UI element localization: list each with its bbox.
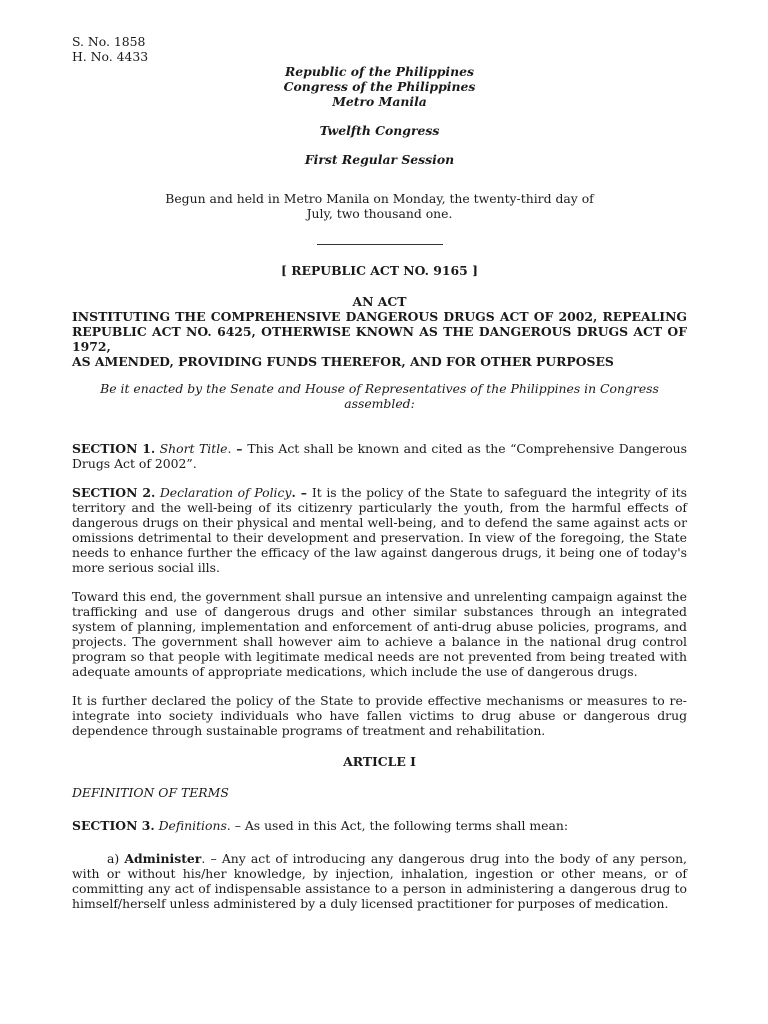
definition-term-administer: Administer [124, 851, 202, 866]
section-1-subtitle: Short Title. [159, 441, 232, 456]
divider [72, 243, 687, 245]
section-2-label: SECTION 2. [72, 485, 156, 500]
article-subheading: DEFINITION OF TERMS [72, 785, 229, 800]
section-2 [72, 485, 687, 575]
definition-item-a-text: . – Any act of introducing any dangerous drug into the body of any person, with or without his/her knowledge, by injection, inhalation, ingestion or other means, or of committing any act of indispensable assistance to a person in administering a dangerous drug to himself/herself unless administered by a duly licensed practitioner for purposes of medication. [72, 851, 687, 911]
act-heading: AN ACT [352, 294, 407, 309]
congress-heading: Congress of the Philippines [283, 79, 476, 94]
begun-line-2: July, two thousand one. [306, 206, 453, 221]
section-2-dash: . – [291, 485, 312, 500]
act-title-line-2: REPUBLIC ACT NO. 6425, OTHERWISE KNOWN AS THE DANGEROUS DRUGS ACT OF 1972, [72, 324, 687, 354]
section-3-text: – As used in this Act, the following terms shall mean: [230, 818, 569, 833]
section-2-subtitle: Declaration of Policy [159, 485, 292, 500]
definition-item-a-prefix: a) [107, 851, 125, 866]
section-2-paragraph-3: It is further declared the policy of the State to provide effective mechanisms or measures to re-integrate into society individuals who have fallen victims to drug abuse or dangerous drug dependence through sustainable programs of treatment and rehabilitation. [72, 693, 687, 738]
city-heading: Metro Manila [332, 94, 427, 109]
section-2-text: It is the policy of the State to safeguard the integrity of its territory and the well-being of its citizenry particularly the youth, from the harmful effects of dangerous drugs on their physical and mental well-being, and to defend the same against acts or omissions detrimental to their development and preservation. In view of the foregoing, the State needs to enhance further the efficacy of the law against dangerous drugs, it being one of today's more serious social ills. [72, 485, 687, 575]
republic-heading: Republic of the Philippines [285, 64, 474, 79]
section-2-paragraph-2: Toward this end, the government shall pursue an intensive and unrelenting campaign against the trafficking and use of dangerous drugs and other similar substances through an integrated system of planning, implementation and enforcement of anti-drug abuse policies, programs, and projects. The government shall however aim to achieve a balance in the national drug control program so that people with legitimate medical needs are not prevented from being treated with adequate amounts of appropriate medications, which include the use of dangerous drugs. [72, 589, 687, 679]
republic-act-number: [ REPUBLIC ACT NO. 9165 ] [281, 263, 478, 278]
section-1-dash: – [231, 441, 248, 456]
section-3-subtitle: Definitions. [158, 818, 231, 833]
act-title-line-3: AS AMENDED, PROVIDING FUNDS THEREFOR, AND FOR OTHER PURPOSES [72, 354, 614, 369]
article-heading: ARTICLE I [343, 754, 416, 769]
begun-statement [72, 191, 687, 221]
section-1 [72, 441, 687, 471]
definition-item-a [72, 851, 687, 911]
senate-bill-number: S. No. 1858 [72, 34, 146, 49]
section-1-label: SECTION 1. [72, 441, 156, 456]
letterhead [72, 64, 687, 109]
act-title-line-1: INSTITUTING THE COMPREHENSIVE DANGEROUS DRUGS ACT OF 2002, REPEALING [72, 309, 687, 324]
section-3-label: SECTION 3. [72, 818, 155, 833]
congress-number: Twelfth Congress [319, 123, 440, 138]
act-title [72, 309, 687, 369]
section-3 [72, 818, 687, 833]
enacting-clause: Be it enacted by the Senate and House of Representatives of the Philippines in Congress assembled: [100, 381, 659, 411]
session-heading: First Regular Session [304, 152, 455, 167]
bill-numbers [72, 34, 687, 64]
begun-line-1: Begun and held in Metro Manila on Monday, the twenty-third day of [165, 191, 594, 206]
document-page [72, 34, 687, 911]
house-bill-number: H. No. 4433 [72, 49, 149, 64]
section-1-text: This Act shall be known and cited as the “Comprehensive Dangerous Drugs Act of 2002”. [72, 441, 687, 471]
